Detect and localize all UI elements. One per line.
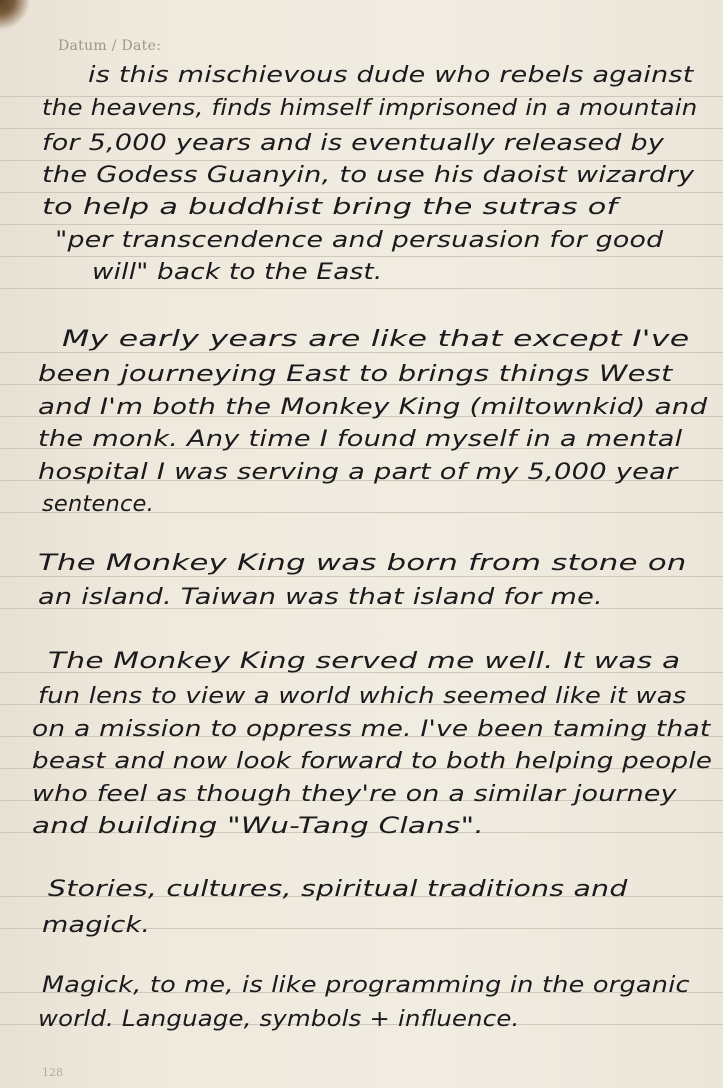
handwritten-line: sentence. — [42, 491, 154, 517]
handwritten-line: and I'm both the Monkey King (miltownkid) and — [38, 394, 708, 420]
page-corner-shadow — [0, 0, 40, 40]
handwritten-line: world. Language, symbols + influence. — [38, 1006, 520, 1032]
handwritten-line: to help a buddhist bring the sutras of — [42, 194, 618, 220]
handwritten-line: The Monkey King was born from stone on — [38, 550, 687, 576]
ruled-line — [0, 160, 723, 161]
handwritten-line: "per transcendence and persuasion for good — [55, 227, 664, 253]
handwritten-line: the monk. Any time I found myself in a mental — [38, 426, 683, 452]
handwritten-line: the heavens, finds himself imprisoned in a mountain — [42, 95, 698, 121]
handwritten-line: My early years are like that except I've — [62, 326, 690, 352]
handwritten-line: on a mission to oppress me. I've been taming that — [32, 716, 711, 742]
ruled-line — [0, 288, 723, 289]
handwritten-line: been journeying East to brings things West — [38, 361, 673, 387]
handwritten-line: Stories, cultures, spiritual traditions and — [48, 876, 628, 902]
handwritten-line: Magick, to me, is like programming in the organic — [42, 972, 690, 998]
ruled-line — [0, 576, 723, 577]
ruled-line — [0, 256, 723, 257]
ruled-line — [0, 128, 723, 129]
handwritten-line: and building "Wu-Tang Clans". — [32, 813, 485, 839]
handwritten-line: magick. — [42, 912, 151, 938]
handwritten-line: hospital I was serving a part of my 5,000 year — [38, 459, 678, 485]
ruled-line — [0, 352, 723, 353]
ruled-line — [0, 192, 723, 193]
handwritten-line: will" back to the East. — [92, 259, 383, 285]
ruled-line — [0, 224, 723, 225]
date-label: Datum / Date: — [58, 38, 162, 54]
handwritten-line: the Godess Guanyin, to use his daoist wizardry — [42, 162, 695, 188]
handwritten-line: for 5,000 years and is eventually released by — [42, 130, 665, 156]
page-number: 128 — [42, 1066, 63, 1079]
handwritten-line: an island. Taiwan was that island for me. — [38, 584, 603, 610]
handwritten-line: The Monkey King served me well. It was a — [48, 648, 681, 674]
handwritten-line: fun lens to view a world which seemed like it was — [38, 683, 687, 709]
handwritten-line: beast and now look forward to both helping people — [32, 748, 713, 774]
handwritten-line: is this mischievous dude who rebels against — [88, 62, 694, 88]
handwritten-line: who feel as though they're on a similar journey — [32, 781, 677, 807]
